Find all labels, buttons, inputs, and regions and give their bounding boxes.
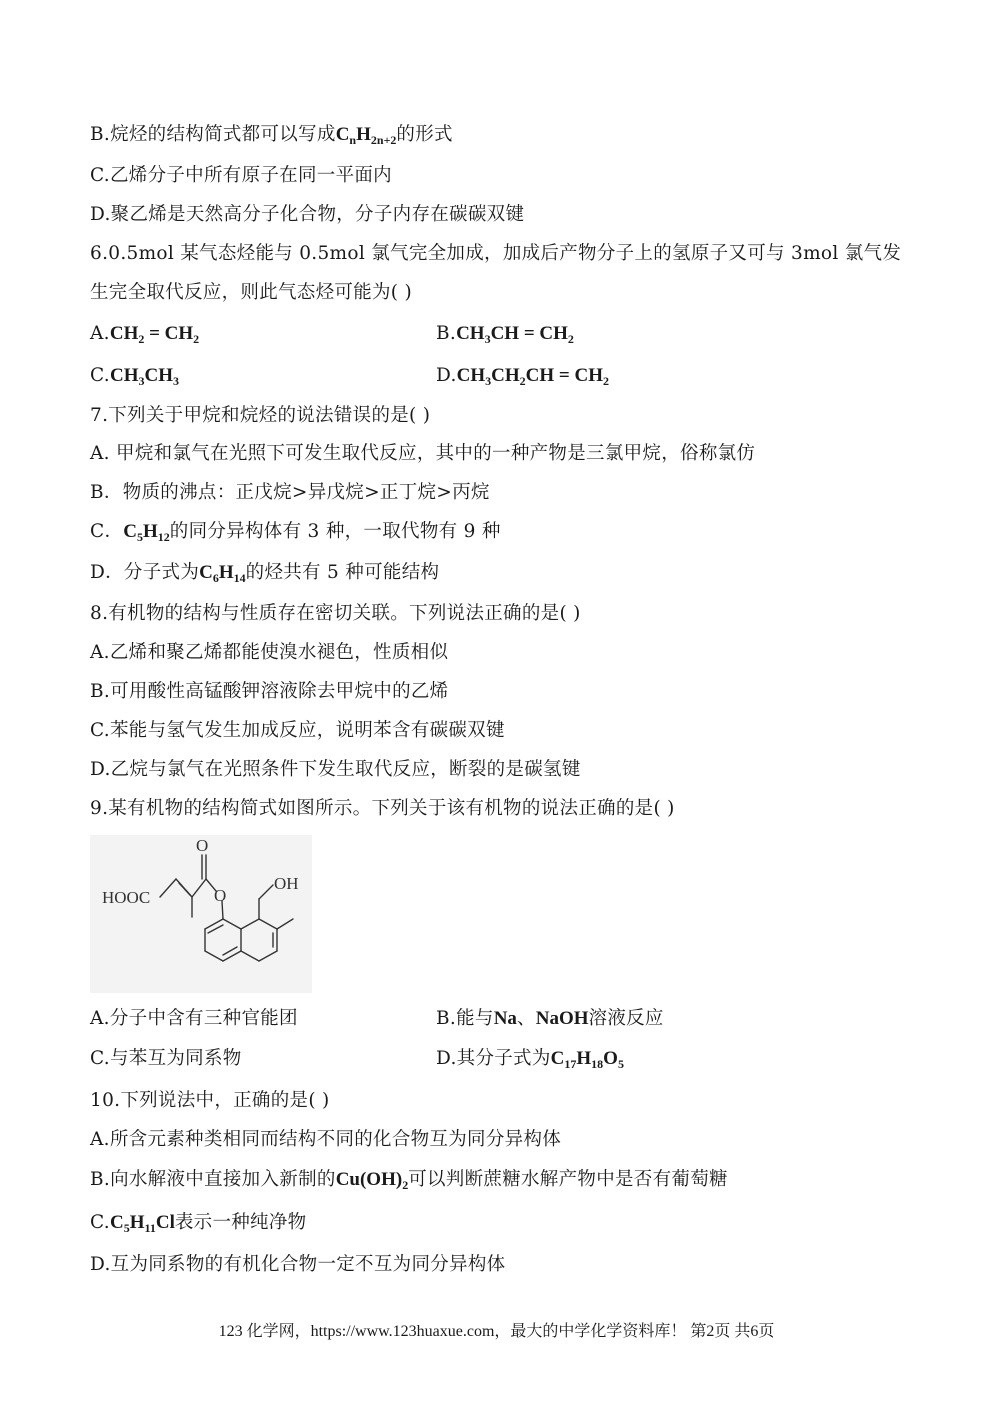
- q6-option-c: $C.CH_3CH_3$: [90, 365, 179, 388]
- hooc-label: HOOC: [102, 888, 151, 907]
- q10-option-c: $C.C_5H_{11}Cl$表示一种纯净物: [90, 1212, 307, 1235]
- q10-option-a: A.所含元素种类相同而结构不同的化合物互为同分异构体: [90, 1129, 562, 1150]
- q8-option-d: D.乙烷与氯气在光照条件下发生取代反应，断裂的是碳氢键: [90, 759, 581, 780]
- q9-option-a: A.分子中含有三种官能团: [90, 1008, 298, 1029]
- q7-option-c: C．$C_5H_{12}$的同分异构体有 3 种，一取代物有 9 种: [90, 521, 501, 544]
- bond: [179, 883, 190, 895]
- oh-label: OH: [274, 874, 299, 893]
- q6-option-a: $A.CH_2 = CH_2$: [90, 323, 200, 346]
- q9-option-c: C.与苯互为同系物: [90, 1048, 242, 1069]
- formula: $Cu(OH)_2$: [335, 1169, 409, 1192]
- bond: [259, 885, 273, 899]
- bond: [192, 879, 206, 897]
- q8-option-c: C.苯能与氢气发生加成反应，说明苯含有碳碳双键: [90, 720, 505, 741]
- q7-stem: 7.下列关于甲烷和烷烃的说法错误的是( ): [90, 405, 431, 426]
- carbonyl-o-label: O: [196, 836, 209, 855]
- q5-option-d: D.聚乙烯是天然高分子化合物，分子内存在碳碳双键: [90, 204, 525, 225]
- bond: [223, 951, 241, 961]
- q6-stem-line-1: 6.0.5mol 某气态烃能与 0.5mol 氯气完全加成，加成后产物分子上的氢原子又可与 3mol 氯气发: [90, 243, 902, 264]
- bond: [277, 919, 293, 929]
- bond: [241, 919, 259, 929]
- bond: [223, 919, 241, 929]
- bond: [259, 951, 277, 961]
- ester-o-label: O: [214, 886, 227, 905]
- q6-option-b: $B.CH_3CH = CH_2$: [436, 323, 574, 346]
- bond: [205, 919, 223, 929]
- q6-option-d: $D.CH_3CH_2CH = CH_2$: [436, 365, 609, 388]
- bond: [259, 919, 277, 929]
- bond: [205, 951, 223, 961]
- q6-stem-line-2: 生完全取代反应，则此气态烃可能为( ): [90, 282, 413, 303]
- q10-stem: 10.下列说法中，正确的是( ): [90, 1090, 330, 1111]
- q10-option-d: D.互为同系物的有机化合物一定不互为同分异构体: [90, 1254, 506, 1275]
- formula: $C_6H_{14}$: [199, 562, 246, 585]
- formula: $C_5H_{11}Cl$: [109, 1212, 175, 1235]
- molecule-structure-figure: [90, 835, 312, 993]
- molecule-structure-svg: [90, 835, 312, 993]
- q9-option-b: B.能与Na、NaOH溶液反应: [436, 1008, 664, 1029]
- q5-option-c: C.乙烯分子中所有原子在同一平面内: [90, 165, 392, 186]
- formula: $C_{17}H_{18}O_5$: [550, 1048, 624, 1071]
- q5-option-b: B.烷烃的结构简式都可以写成$C_nH_{2n+2}$的形式: [90, 124, 453, 147]
- formula: $CH_2 = CH_2$: [109, 323, 200, 346]
- formula: $CH_3CH_3$: [109, 365, 179, 388]
- page-footer: 123 化学网，https://www.123huaxue.com，最大的中学化学资料库！ 第2页 共6页: [218, 1323, 775, 1340]
- bond: [241, 951, 259, 961]
- formula-na: Na: [493, 1008, 517, 1029]
- q8-stem: 8.有机物的结构与性质存在密切关联。下列说法正确的是( ): [90, 603, 581, 624]
- q8-option-b: B.可用酸性高锰酸钾溶液除去甲烷中的乙烯: [90, 681, 449, 702]
- q7-option-a: A. 甲烷和氯气在光照下可发生取代反应，其中的一种产物是三氯甲烷，俗称氯仿: [90, 443, 756, 464]
- q9-stem: 9.某有机物的结构简式如图所示。下列关于该有机物的说法正确的是( ): [90, 798, 675, 819]
- formula: $C_5H_{12}$: [123, 521, 170, 544]
- formula-naoh: NaOH: [535, 1008, 589, 1029]
- formula-cnh2n2: $C_nH_{2n+2}$: [335, 124, 397, 147]
- q7-option-d: D．分子式为$C_6H_{14}$的烃共有 5 种可能结构: [90, 562, 440, 585]
- q9-option-d: D.其分子式为$C_{17}H_{18}O_5$: [436, 1048, 624, 1071]
- bond: [160, 879, 176, 897]
- formula: $CH_3CH = CH_2$: [456, 323, 574, 346]
- q10-option-b: B.向水解液中直接加入新制的$Cu(OH)_2$可以判断蔗糖水解产物中是否有葡萄糖: [90, 1169, 728, 1192]
- q7-option-b: B．物质的沸点：正戊烷>异戊烷>正丁烷>丙烷: [90, 482, 490, 503]
- q5-option-b-text: B.烷烃的结构简式都可以写成: [90, 124, 336, 145]
- formula: $CH_3CH_2CH = CH_2$: [456, 365, 609, 388]
- q8-option-a: A.乙烯和聚乙烯都能使溴水褪色，性质相似: [90, 642, 449, 663]
